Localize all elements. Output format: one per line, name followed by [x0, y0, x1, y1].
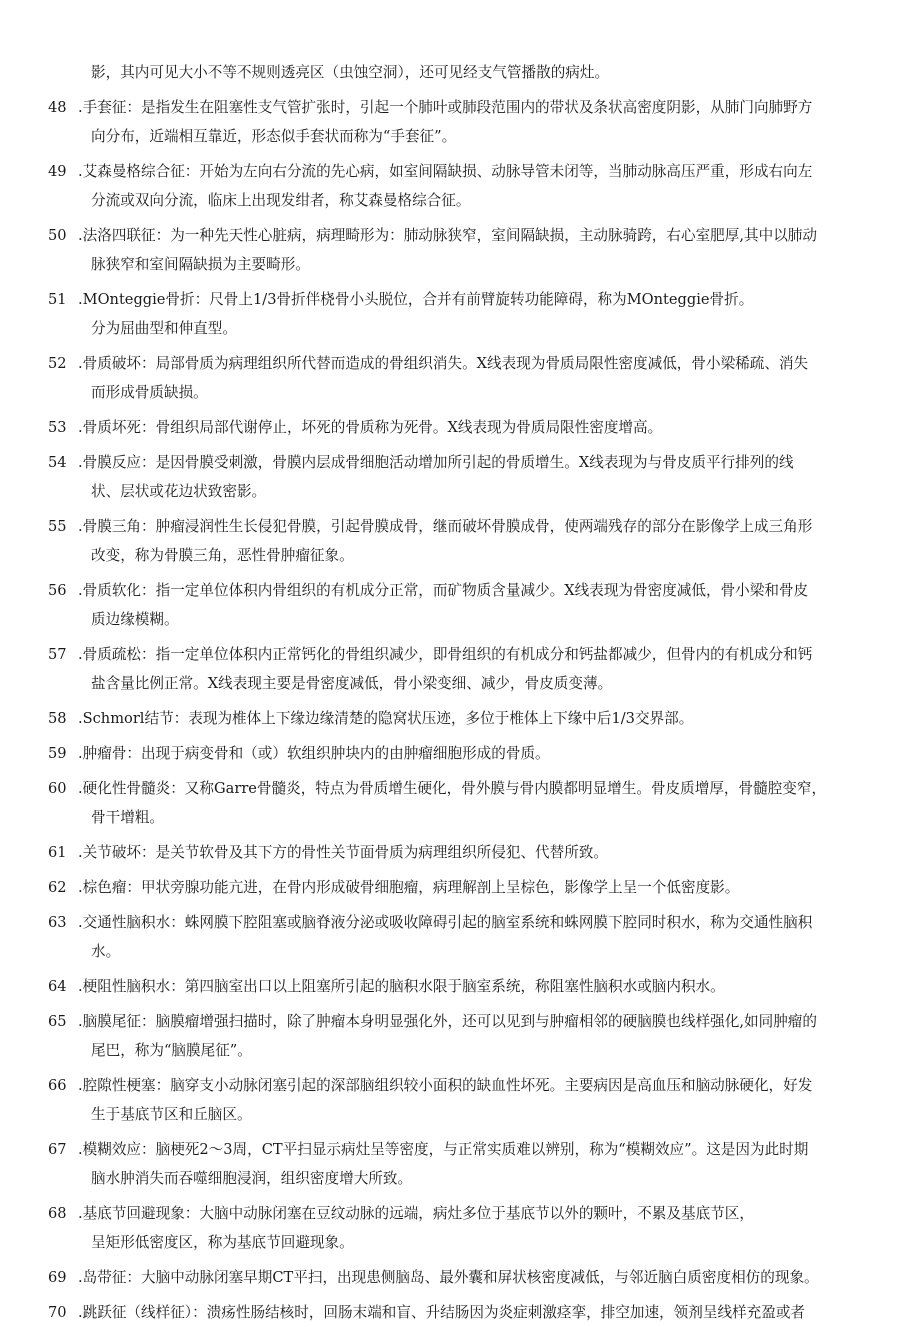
entry-text: 而形成骨质缺损。	[91, 384, 208, 401]
entry-first-line	[0, 448, 920, 477]
list-item	[0, 1298, 920, 1327]
entry-number: 59	[48, 745, 67, 762]
list-item	[0, 640, 920, 698]
entry-text: .硬化性骨髓炎：又称Garre骨髓炎，特点为骨质增生硬化，骨外膜与骨内膜都明显增生。骨皮质增厚，骨髓腔变窄，	[78, 780, 827, 797]
entry-number: 54	[48, 454, 67, 471]
list-item	[0, 838, 920, 867]
entry-number: 61	[48, 844, 67, 861]
entry-continuation-line	[0, 477, 920, 506]
entry-text: .MOnteggie骨折：尺骨上1/3骨折伴桡骨小头脱位，合并有前臂旋转功能障碍，称为MOnteggie骨折。	[78, 291, 754, 308]
entry-text: 分为屈曲型和伸直型。	[91, 320, 237, 337]
entry-number: 58	[48, 710, 67, 727]
list-item	[0, 221, 920, 279]
list-item	[0, 1007, 920, 1065]
intro-line	[0, 58, 920, 87]
entry-first-line	[0, 704, 920, 733]
list-item	[0, 512, 920, 570]
entry-text: .肿瘤骨：出现于病变骨和（或）软组织肿块内的由肿瘤细胞形成的骨质。	[78, 745, 550, 762]
list-item	[0, 1199, 920, 1257]
entry-text: 生于基底节区和丘脑区。	[91, 1106, 252, 1123]
entry-continuation-line	[0, 1228, 920, 1257]
entry-text: .法洛四联征：为一种先天性心脏病，病理畸形为：肺动脉狭窄，室间隔缺损，主动脉骑跨，右心室肥厚,其中以肺动	[78, 227, 817, 244]
entry-text: 向分布，近端相互靠近，形态似手套状而称为“手套征”。	[91, 128, 457, 145]
list-item	[0, 704, 920, 733]
entry-text: .Schmorl结节：表现为椎体上下缘边缘清楚的隐窝状压迹，多位于椎体上下缘中后1/3交界部。	[78, 710, 694, 727]
list-item	[0, 873, 920, 902]
entry-first-line	[0, 774, 920, 803]
entry-first-line	[0, 413, 920, 442]
entry-number: 62	[48, 879, 67, 896]
entry-text: .棕色瘤：甲状旁腺功能亢进，在骨内形成破骨细胞瘤，病理解剖上呈棕色，影像学上呈一个低密度影。	[78, 879, 740, 896]
entry-text: .脑膜尾征：脑膜瘤增强扫描时，除了肿瘤本身明显强化外，还可以见到与肿瘤相邻的硬脑膜也线样强化,如同肿瘤的	[78, 1013, 817, 1030]
list-item	[0, 739, 920, 768]
entry-number: 69	[48, 1269, 67, 1286]
entry-number: 50	[48, 227, 67, 244]
entry-first-line	[0, 1135, 920, 1164]
entry-continuation-line	[0, 1100, 920, 1129]
entry-number: 67	[48, 1141, 67, 1158]
entry-text: .骨膜三角：肿瘤浸润性生长侵犯骨膜，引起骨膜成骨，继而破坏骨膜成骨，使两端残存的部分在影像学上成三角形	[78, 518, 813, 535]
entry-continuation-line	[0, 250, 920, 279]
entry-text: .手套征：是指发生在阻塞性支气管扩张时，引起一个肺叶或肺段范围内的带状及条状高密度阴影，从肺门向肺野方	[78, 99, 813, 116]
entry-continuation-line	[0, 314, 920, 343]
entry-first-line	[0, 93, 920, 122]
entry-first-line	[0, 1298, 920, 1327]
entry-number: 63	[48, 914, 67, 931]
entry-first-line	[0, 1007, 920, 1036]
list-item	[0, 576, 920, 634]
entry-continuation-line	[0, 1036, 920, 1065]
entry-text: .骨质软化：指一定单位体积内骨组织的有机成分正常，而矿物质含量减少。X线表现为骨密度减低，骨小梁和骨皮	[78, 582, 809, 599]
list-item	[0, 285, 920, 343]
entry-first-line	[0, 908, 920, 937]
entry-continuation-line	[0, 122, 920, 151]
list-item	[0, 1263, 920, 1292]
entry-number: 66	[48, 1077, 67, 1094]
entry-first-line	[0, 576, 920, 605]
entry-text: .模糊效应：脑梗死2〜3周，CT平扫显示病灶呈等密度，与正常实质难以辨别，称为“模糊效应”。这是因为此时期	[78, 1141, 809, 1158]
entry-text: 脑水肿消失而吞噬细胞浸润，组织密度增大所致。	[91, 1170, 413, 1187]
entry-text: 尾巴，称为“脑膜尾征”。	[91, 1042, 252, 1059]
intro-text: 影，其内可见大小不等不规则透亮区（虫蚀空洞），还可见经支气管播散的病灶。	[91, 64, 610, 81]
entry-number: 65	[48, 1013, 67, 1030]
entry-text: .骨膜反应：是因骨膜受刺激，骨膜内层成骨细胞活动增加所引起的骨质增生。X线表现为与骨皮质平行排列的线	[78, 454, 794, 471]
entry-number: 53	[48, 419, 67, 436]
entry-number: 56	[48, 582, 67, 599]
list-item	[0, 413, 920, 442]
entry-number: 52	[48, 355, 67, 372]
list-item	[0, 157, 920, 215]
entry-text: 呈矩形低密度区，称为基底节回避现象。	[91, 1234, 354, 1251]
entry-continuation-line	[0, 186, 920, 215]
entry-first-line	[0, 285, 920, 314]
entry-continuation-line	[0, 378, 920, 407]
list-item	[0, 908, 920, 966]
entry-text: .基底节回避现象：大脑中动脉闭塞在豆纹动脉的远端，病灶多位于基底节以外的颗叶，不累及基底节区，	[78, 1205, 754, 1222]
entry-number: 70	[48, 1304, 67, 1321]
entry-number: 51	[48, 291, 67, 308]
entry-text: 改变，称为骨膜三角，恶性骨肿瘤征象。	[91, 547, 354, 564]
entry-first-line	[0, 873, 920, 902]
entry-continuation-line	[0, 937, 920, 966]
entry-number: 60	[48, 780, 67, 797]
entry-text: 盐含量比例正常。X线表现主要是骨密度减低，骨小梁变细、减少，骨皮质变薄。	[91, 675, 613, 692]
entry-text: 水。	[91, 943, 121, 960]
entry-first-line	[0, 349, 920, 378]
list-item	[0, 972, 920, 1001]
entry-text: .骨质疏松：指一定单位体积内正常钙化的骨组织减少，即骨组织的有机成分和钙盐都减少，但骨内的有机成分和钙	[78, 646, 813, 663]
entry-number: 49	[48, 163, 67, 180]
entry-first-line	[0, 1071, 920, 1100]
entry-number: 57	[48, 646, 67, 663]
entry-first-line	[0, 157, 920, 186]
entry-number: 48	[48, 99, 67, 116]
entry-first-line	[0, 838, 920, 867]
entry-first-line	[0, 972, 920, 1001]
entry-number: 55	[48, 518, 67, 535]
list-item	[0, 1071, 920, 1129]
entry-continuation-line	[0, 1164, 920, 1193]
entry-first-line	[0, 221, 920, 250]
entry-continuation-line	[0, 605, 920, 634]
entry-first-line	[0, 1199, 920, 1228]
entry-text: .关节破坏：是关节软骨及其下方的骨性关节面骨质为病理组织所侵犯、代替所致。	[78, 844, 609, 861]
entry-text: .岛带征：大脑中动脉闭塞早期CT平扫，出现患侧脑岛、最外囊和屏状核密度减低，与邻近脑白质密度相仿的现象。	[78, 1269, 819, 1286]
entry-text: 分流或双向分流，临床上出现发绀者，称艾森曼格综合征。	[91, 192, 471, 209]
list-item	[0, 448, 920, 506]
entry-text: .交通性脑积水：蛛网膜下腔阻塞或脑脊液分泌或吸收障碍引起的脑室系统和蛛网膜下腔同时积水，称为交通性脑积	[78, 914, 813, 931]
entry-first-line	[0, 640, 920, 669]
entry-first-line	[0, 1263, 920, 1292]
entry-continuation-line	[0, 803, 920, 832]
entry-continuation-line	[0, 541, 920, 570]
entry-text: .骨质坏死：骨组织局部代谢停止，坏死的骨质称为死骨。X线表现为骨质局限性密度增高。	[78, 419, 663, 436]
entry-text: .艾森曼格综合征：开始为左向右分流的先心病，如室间隔缺损、动脉导管未闭等，当肺动脉高压严重，形成右向左	[78, 163, 813, 180]
entry-text: .梗阻性脑积水：第四脑室出口以上阻塞所引起的脑积水限于脑室系统，称阻塞性脑积水或脑内积水。	[78, 978, 725, 995]
entry-text: 骨干增粗。	[91, 809, 164, 826]
entry-first-line	[0, 512, 920, 541]
entry-first-line	[0, 739, 920, 768]
entry-text: .跳跃征（线样征）：溃疡性肠结核时，回肠末端和盲、升结肠因为炎症刺激痉挛，排空加速，领剂呈线样充盈或者	[78, 1304, 806, 1321]
document-page	[0, 58, 920, 1327]
entry-text: 脉狭窄和室间隔缺损为主要畸形。	[91, 256, 310, 273]
entry-text: .骨质破坏：局部骨质为病理组织所代替而造成的骨组织消失。X线表现为骨质局限性密度减低，骨小梁稀疏、消失	[78, 355, 809, 372]
list-item	[0, 349, 920, 407]
entry-number: 64	[48, 978, 67, 995]
entry-text: 质边缘模糊。	[91, 611, 179, 628]
list-item	[0, 1135, 920, 1193]
entry-number: 68	[48, 1205, 67, 1222]
entry-text: .腔隙性梗塞：脑穿支小动脉闭塞引起的深部脑组织较小面积的缺血性坏死。主要病因是高血压和脑动脉硬化，好发	[78, 1077, 813, 1094]
list-item	[0, 93, 920, 151]
entry-list	[0, 87, 920, 1327]
list-item	[0, 774, 920, 832]
entry-text: 状、层状或花边状致密影。	[91, 483, 267, 500]
entry-continuation-line	[0, 669, 920, 698]
